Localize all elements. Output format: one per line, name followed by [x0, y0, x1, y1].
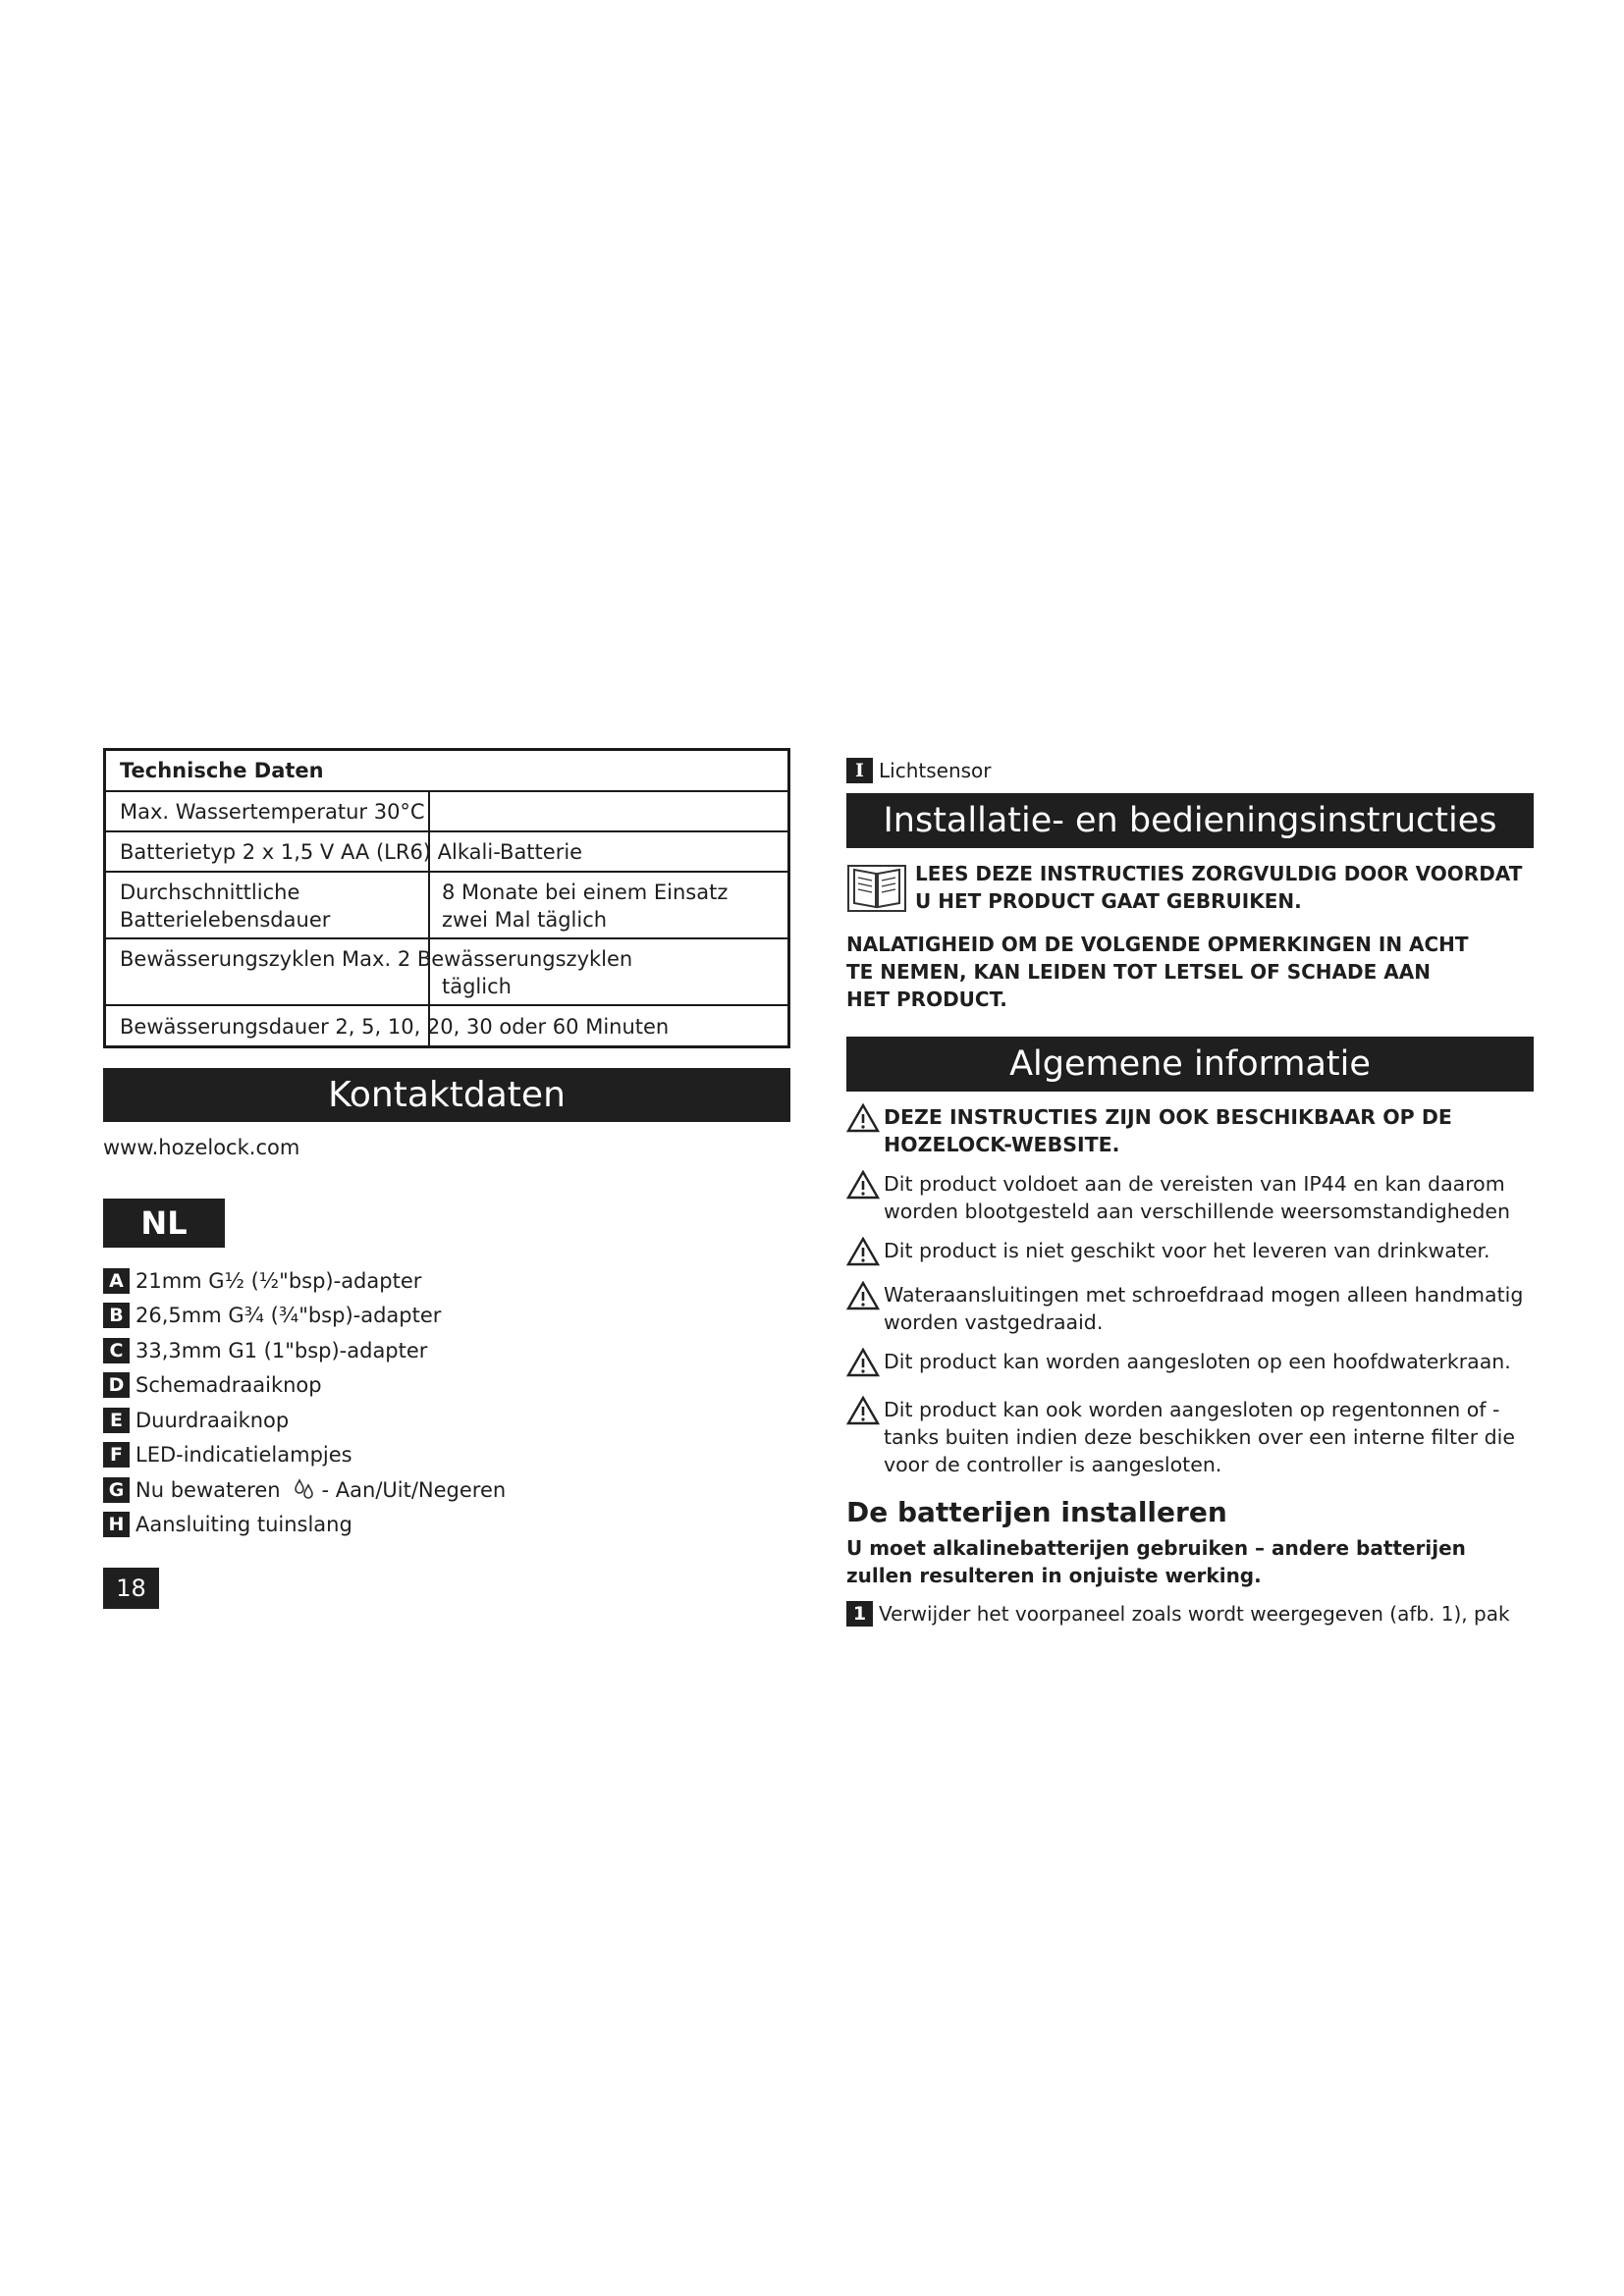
part-letter-d: D: [103, 1372, 130, 1398]
warning-text: Wateraansluitingen met schroefdraad mogen alleen handmatig worden vastgedraaid.: [884, 1283, 1524, 1334]
list-item: [103, 1472, 790, 1508]
table-row: [106, 1004, 787, 1045]
warning-icon: [846, 1396, 884, 1432]
technical-data-table: [103, 748, 790, 1048]
left-column: [103, 748, 790, 1609]
part-letter-h: H: [103, 1512, 130, 1537]
parts-list: [103, 1263, 790, 1542]
part-text: 26,5mm G¾ (¾"bsp)-adapter: [135, 1304, 442, 1328]
warning-icon: [846, 1170, 884, 1206]
water-drop-icon: [293, 1478, 316, 1502]
list-item: [103, 1403, 790, 1438]
table-divider: [428, 873, 430, 937]
part-text: Schemadraaiknop: [135, 1373, 322, 1398]
list-item: [103, 1333, 790, 1368]
warning-text: Dit product is niet geschikt voor het leveren van drinkwater.: [884, 1239, 1490, 1262]
part-letter-b: B: [103, 1303, 130, 1328]
sensor-label: Lichtsensor: [879, 759, 992, 782]
sensor-letter: I: [846, 758, 873, 783]
warning-text: DEZE INSTRUCTIES ZIJN OOK BESCHIKBAAR OP DE HOZELOCK-WEBSITE.: [884, 1105, 1452, 1156]
part-letter-a: A: [103, 1268, 130, 1294]
part-letter-e: E: [103, 1408, 130, 1433]
contact-heading: Kontaktdaten: [103, 1068, 790, 1122]
table-cell-label: Bewässerungsdauer 2, 5, 10, 20, 30 oder 60 Minuten: [120, 1015, 670, 1039]
right-column: [846, 758, 1534, 1627]
part-letter-c: C: [103, 1338, 130, 1363]
warning-icon: [846, 1237, 884, 1273]
read-notice-block: [846, 860, 1534, 919]
page-number: 18: [103, 1568, 159, 1609]
website-link[interactable]: www.hozelock.com: [103, 1136, 300, 1159]
part-text: 21mm G½ (½"bsp)-adapter: [135, 1268, 422, 1293]
tech-table-title: Technische Daten: [120, 759, 324, 782]
step-text: Verwijder het voorpaneel zoals wordt weergegeven (afb. 1), pak: [879, 1602, 1510, 1626]
table-row: [106, 937, 787, 1004]
warning-icon: [846, 1103, 884, 1140]
warning-text: Dit product kan worden aangesloten op een hoofdwaterkraan.: [884, 1350, 1511, 1373]
table-cell-label: Max. Wassertemperatur 30°C: [120, 800, 425, 824]
list-item: [846, 1396, 1534, 1478]
table-cell-value: täglich: [442, 975, 512, 998]
list-item: [103, 1299, 790, 1334]
list-item: [103, 1263, 790, 1299]
battery-notice: U moet alkalinebatterijen gebruiken – andere batterijen zullen resulteren in onjuiste werking.: [846, 1536, 1466, 1587]
table-row: [106, 790, 787, 830]
list-item: [846, 1348, 1534, 1384]
book-icon: [846, 860, 915, 919]
general-heading: Algemene informatie: [846, 1037, 1534, 1092]
step-number: 1: [846, 1601, 873, 1627]
part-text: 33,3mm G1 (1"bsp)-adapter: [135, 1338, 428, 1362]
part-text: Duurdraaiknop: [135, 1408, 290, 1432]
list-item: [846, 1281, 1534, 1336]
part-text: Nu bewateren: [135, 1477, 281, 1502]
table-cell-label: Bewässerungszyklen Max. 2 Bewässerungszyklen: [120, 947, 633, 971]
part-text: LED-indicatielampjes: [135, 1443, 352, 1468]
language-badge: NL: [103, 1199, 225, 1248]
list-item: [103, 1438, 790, 1473]
list-item: [846, 1237, 1534, 1273]
part-letter-f: F: [103, 1442, 130, 1468]
table-row: [106, 830, 787, 871]
table-row: [106, 871, 787, 937]
battery-heading: De batterijen installeren: [846, 1496, 1227, 1528]
list-item: [103, 1368, 790, 1404]
read-notice: LEES DEZE INSTRUCTIES ZORGVULDIG DOOR VOORDAT U HET PRODUCT GAAT GEBRUIKEN.: [915, 862, 1523, 913]
table-divider: [428, 792, 430, 830]
tech-table-title-row: [106, 751, 787, 790]
list-item: [103, 1508, 790, 1543]
table-cell-value: 8 Monate bei einem Einsatz zwei Mal täglich: [442, 881, 729, 932]
sensor-item: [846, 758, 1534, 783]
table-cell-label: Durchschnittliche Batterielebensdauer: [120, 881, 331, 932]
negligence-notice: NALATIGHEID OM DE VOLGENDE OPMERKINGEN IN ACHT TE NEMEN, KAN LEIDEN TOT LETSEL OF SCHADE AAN HET PRODUCT.: [846, 933, 1469, 1011]
warning-text: Dit product kan ook worden aangesloten op regentonnen of -tanks buiten indien deze beschikken over een interne filter die voor de controller is aangesloten.: [884, 1398, 1515, 1476]
list-item: [846, 1103, 1534, 1158]
list-item: [846, 1170, 1534, 1225]
step-item: [846, 1601, 1534, 1627]
warning-text: Dit product voldoet aan de vereisten van IP44 en kan daarom worden blootgesteld aan verschillende weersomstandigheden: [884, 1172, 1510, 1223]
warnings-list: [846, 1103, 1534, 1478]
part-letter-g: G: [103, 1477, 130, 1503]
part-suffix: - Aan/Uit/Negeren: [321, 1477, 507, 1502]
table-cell-label: Batterietyp 2 x 1,5 V AA (LR6) Alkali-Batterie: [120, 840, 583, 864]
part-text: Aansluiting tuinslang: [135, 1513, 352, 1537]
warning-icon: [846, 1281, 884, 1317]
install-heading: Installatie- en bedieningsinstructies: [846, 793, 1534, 848]
warning-icon: [846, 1348, 884, 1384]
